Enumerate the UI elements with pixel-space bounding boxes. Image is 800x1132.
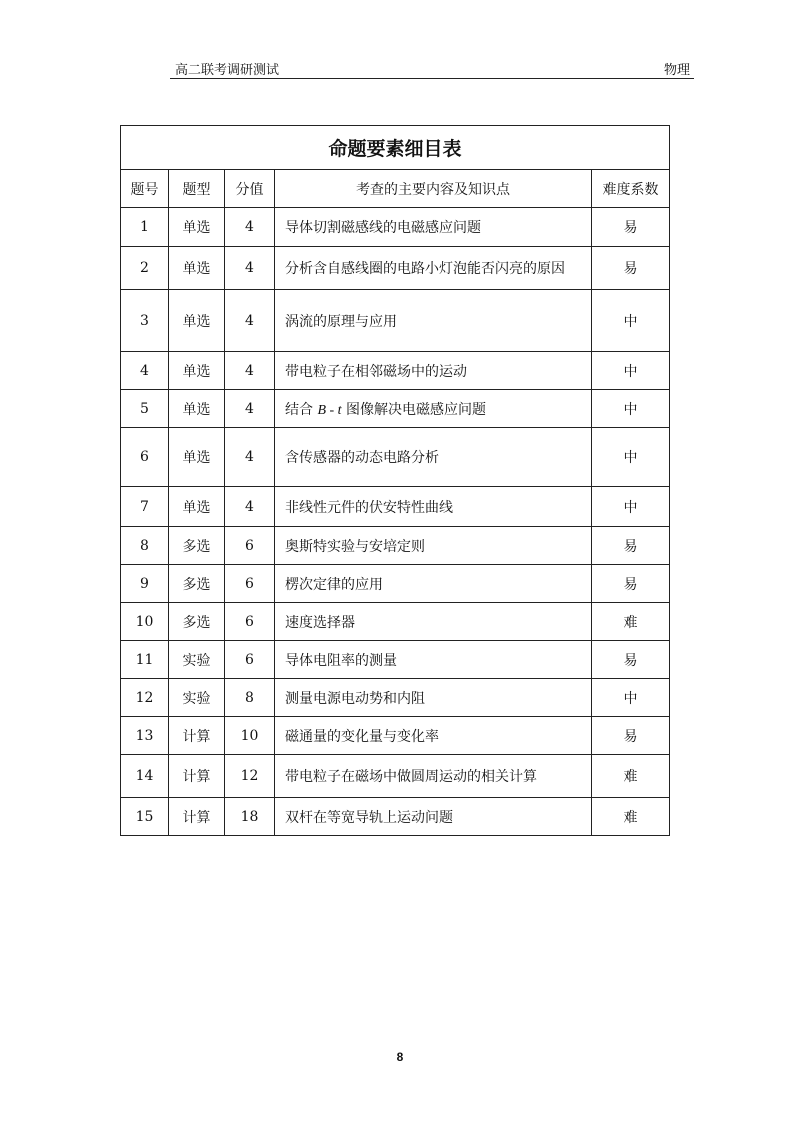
cell-number: 5 [121, 390, 169, 428]
table-row [121, 565, 670, 603]
cell-difficulty: 易 [592, 717, 670, 755]
cell-type: 多选 [169, 603, 225, 641]
content-suffix: 图像解决电磁感应问题 [341, 401, 487, 418]
cell-score: 6 [225, 641, 275, 679]
cell-difficulty: 中 [592, 390, 670, 428]
cell-number: 11 [121, 641, 169, 679]
cell-difficulty: 难 [592, 603, 670, 641]
exam-name: 高二联考调研测试 [175, 63, 280, 78]
table-row [121, 641, 670, 679]
spec-table [120, 125, 670, 836]
cell-score: 4 [225, 390, 275, 428]
cell-score: 4 [225, 487, 275, 527]
col-header-number: 题号 [121, 170, 169, 208]
cell-type: 单选 [169, 352, 225, 390]
cell-score: 18 [225, 798, 275, 836]
cell-type: 计算 [169, 717, 225, 755]
cell-type: 多选 [169, 565, 225, 603]
cell-content: 双杆在等宽导轨上运动问题 [275, 798, 592, 836]
col-header-score: 分值 [225, 170, 275, 208]
cell-score: 6 [225, 565, 275, 603]
cell-number: 10 [121, 603, 169, 641]
cell-difficulty: 中 [592, 487, 670, 527]
cell-type: 多选 [169, 527, 225, 565]
cell-number: 14 [121, 755, 169, 798]
cell-content: 非线性元件的伏安特性曲线 [275, 487, 592, 527]
cell-content: 速度选择器 [275, 603, 592, 641]
table-row [121, 290, 670, 352]
cell-score: 4 [225, 428, 275, 487]
cell-difficulty: 易 [592, 527, 670, 565]
cell-difficulty: 难 [592, 755, 670, 798]
cell-number: 3 [121, 290, 169, 352]
cell-score: 4 [225, 247, 275, 290]
cell-score: 10 [225, 717, 275, 755]
cell-content: 奥斯特实验与安培定则 [275, 527, 592, 565]
table-row [121, 352, 670, 390]
table-row [121, 428, 670, 487]
cell-content: 测量电源电动势和内阻 [275, 679, 592, 717]
cell-type: 单选 [169, 208, 225, 247]
table-row [121, 390, 670, 428]
cell-type: 计算 [169, 798, 225, 836]
cell-difficulty: 中 [592, 290, 670, 352]
cell-content: 涡流的原理与应用 [275, 290, 592, 352]
cell-content: 含传感器的动态电路分析 [275, 428, 592, 487]
cell-difficulty: 易 [592, 208, 670, 247]
page-number: 8 [396, 1050, 404, 1064]
cell-number: 6 [121, 428, 169, 487]
subject-name: 物理 [663, 63, 690, 78]
cell-content: 磁通量的变化量与变化率 [275, 717, 592, 755]
cell-difficulty: 易 [592, 565, 670, 603]
cell-number: 1 [121, 208, 169, 247]
cell-number: 13 [121, 717, 169, 755]
cell-content [275, 390, 592, 428]
table-row [121, 717, 670, 755]
cell-content: 导体电阻率的测量 [275, 641, 592, 679]
content-prefix: 结合 [285, 401, 318, 418]
cell-number: 4 [121, 352, 169, 390]
cell-type: 单选 [169, 390, 225, 428]
table-row [121, 487, 670, 527]
table-row [121, 603, 670, 641]
table-header-row [121, 170, 670, 208]
cell-content: 带电粒子在磁场中做圆周运动的相关计算 [275, 755, 592, 798]
table-row [121, 798, 670, 836]
table-title: 命题要素细目表 [121, 126, 670, 170]
cell-score: 4 [225, 290, 275, 352]
cell-difficulty: 易 [592, 641, 670, 679]
cell-difficulty: 中 [592, 428, 670, 487]
cell-content: 分析含自感线圈的电路小灯泡能否闪亮的原因 [275, 247, 592, 290]
table-row [121, 247, 670, 290]
cell-score: 6 [225, 527, 275, 565]
cell-number: 8 [121, 527, 169, 565]
table-row [121, 208, 670, 247]
cell-score: 4 [225, 352, 275, 390]
cell-score: 6 [225, 603, 275, 641]
cell-number: 12 [121, 679, 169, 717]
cell-type: 实验 [169, 679, 225, 717]
cell-content: 带电粒子在相邻磁场中的运动 [275, 352, 592, 390]
cell-type: 单选 [169, 487, 225, 527]
cell-type: 计算 [169, 755, 225, 798]
cell-difficulty: 中 [592, 352, 670, 390]
cell-number: 15 [121, 798, 169, 836]
cell-score: 4 [225, 208, 275, 247]
cell-type: 单选 [169, 247, 225, 290]
table-row [121, 679, 670, 717]
cell-type: 实验 [169, 641, 225, 679]
cell-number: 2 [121, 247, 169, 290]
cell-content: 楞次定律的应用 [275, 565, 592, 603]
col-header-difficulty: 难度系数 [592, 170, 670, 208]
cell-difficulty: 难 [592, 798, 670, 836]
cell-score: 12 [225, 755, 275, 798]
table-row [121, 755, 670, 798]
cell-number: 7 [121, 487, 169, 527]
cell-number: 9 [121, 565, 169, 603]
table-row [121, 527, 670, 565]
col-header-content: 考查的主要内容及知识点 [275, 170, 592, 208]
cell-type: 单选 [169, 290, 225, 352]
col-header-type: 题型 [169, 170, 225, 208]
cell-difficulty: 易 [592, 247, 670, 290]
page-header [170, 58, 694, 79]
cell-score: 8 [225, 679, 275, 717]
cell-type: 单选 [169, 428, 225, 487]
cell-content: 导体切割磁感线的电磁感应问题 [275, 208, 592, 247]
b-t-formula: B - t [317, 402, 342, 418]
cell-difficulty: 中 [592, 679, 670, 717]
